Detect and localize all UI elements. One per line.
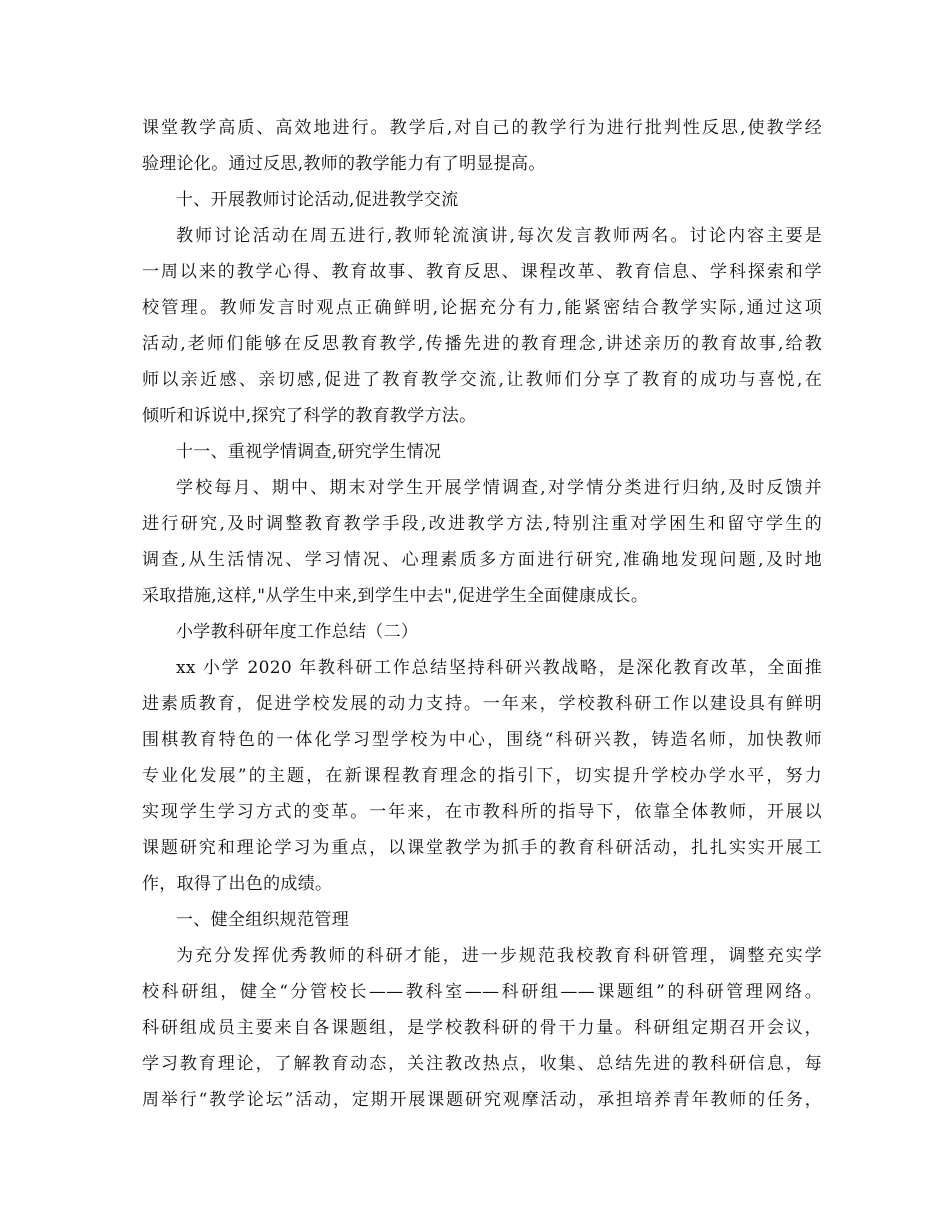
section-heading: 十、开展教师讨论活动,促进教学交流: [176, 190, 459, 210]
body-text-line: 专业化发展”的主题，在新课程教育理念的指引下，切实提升学校办学水平，努力: [142, 766, 822, 786]
body-text-line: 教师讨论活动在周五进行,教师轮流演讲,每次发言教师两名。讨论内容主要是: [176, 226, 822, 246]
body-text-line: 学校每月、期中、期末对学生开展学情调查,对学情分类进行归纳,及时反馈并: [176, 478, 822, 498]
body-text-line: 师以亲近感、亲切感,促进了教育教学交流,让教师们分享了教育的成功与喜悦,在: [142, 370, 822, 390]
body-text-line: 验理论化。通过反思,教师的教学能力有了明显提高。: [142, 154, 546, 174]
body-text-line: 校管理。教师发言时观点正确鲜明,论据充分有力,能紧密结合教学实际,通过这项: [142, 298, 822, 318]
body-text-line: 课题研究和理论学习为重点，以课堂教学为抓手的教育科研活动，扎扎实实开展工: [142, 838, 822, 858]
body-text-line: 围棋教育特色的一体化学习型学校为中心，围绕“科研兴教，铸造名师，加快教师: [142, 730, 822, 750]
body-text-line: 进素质教育，促进学校发展的动力支持。一年来，学校教科研工作以建设具有鲜明: [142, 694, 822, 714]
body-text-line: 学习教育理论，了解教育动态，关注教改热点，收集、总结先进的教科研信息，每: [142, 1054, 822, 1074]
body-text-line: 课堂教学高质、高效地进行。教学后,对自己的教学行为进行批判性反思,使教学经: [142, 118, 822, 138]
body-text-line: 科研组成员主要来自各课题组，是学校教科研的骨干力量。科研组定期召开会议，: [142, 1018, 822, 1038]
body-text-line: 倾听和诉说中,探究了科学的教育教学方法。: [142, 406, 477, 426]
section-heading: 十一、重视学情调查,研究学生情况: [176, 442, 442, 462]
body-text-line: 一周以来的教学心得、教育故事、教育反思、课程改革、教育信息、学科探索和学: [142, 262, 822, 282]
body-text-line: 实现学生学习方式的变革。一年来，在市教科所的指导下，依靠全体教师，开展以: [142, 802, 822, 822]
body-text-line: xx 小学 2020 年教科研工作总结坚持科研兴教战略，是深化教育改革，全面推: [176, 658, 822, 678]
body-text-line: 为充分发挥优秀教师的科研才能，进一步规范我校教育科研管理，调整充实学: [176, 946, 822, 966]
body-text-line: 采取措施,这样,"从学生中来,到学生中去",促进学生全面健康成长。: [142, 586, 649, 606]
body-text-line: 作，取得了出色的成绩。: [142, 874, 333, 894]
body-text-line: 活动,老师们能够在反思教育教学,传播先进的教育理念,讲述亲历的教育故事,给教: [142, 334, 822, 354]
section-heading: 一、健全组织规范管理: [176, 910, 349, 930]
body-text-line: 周举行“教学论坛”活动，定期开展课题研究观摩活动，承担培养青年教师的任务，: [142, 1090, 822, 1110]
body-text-line: 调查,从生活情况、学习情况、心理素质多方面进行研究,准确地发现问题,及时地: [142, 550, 822, 570]
body-text-line: 进行研究,及时调整教育教学手段,改进教学方法,特别注重对学困生和留守学生的: [142, 514, 822, 534]
body-text-line: 校科研组，健全“分管校长——教科室——科研组——课题组”的科研管理网络。: [142, 982, 822, 1002]
document-subtitle: 小学教科研年度工作总结（二）: [176, 622, 419, 642]
